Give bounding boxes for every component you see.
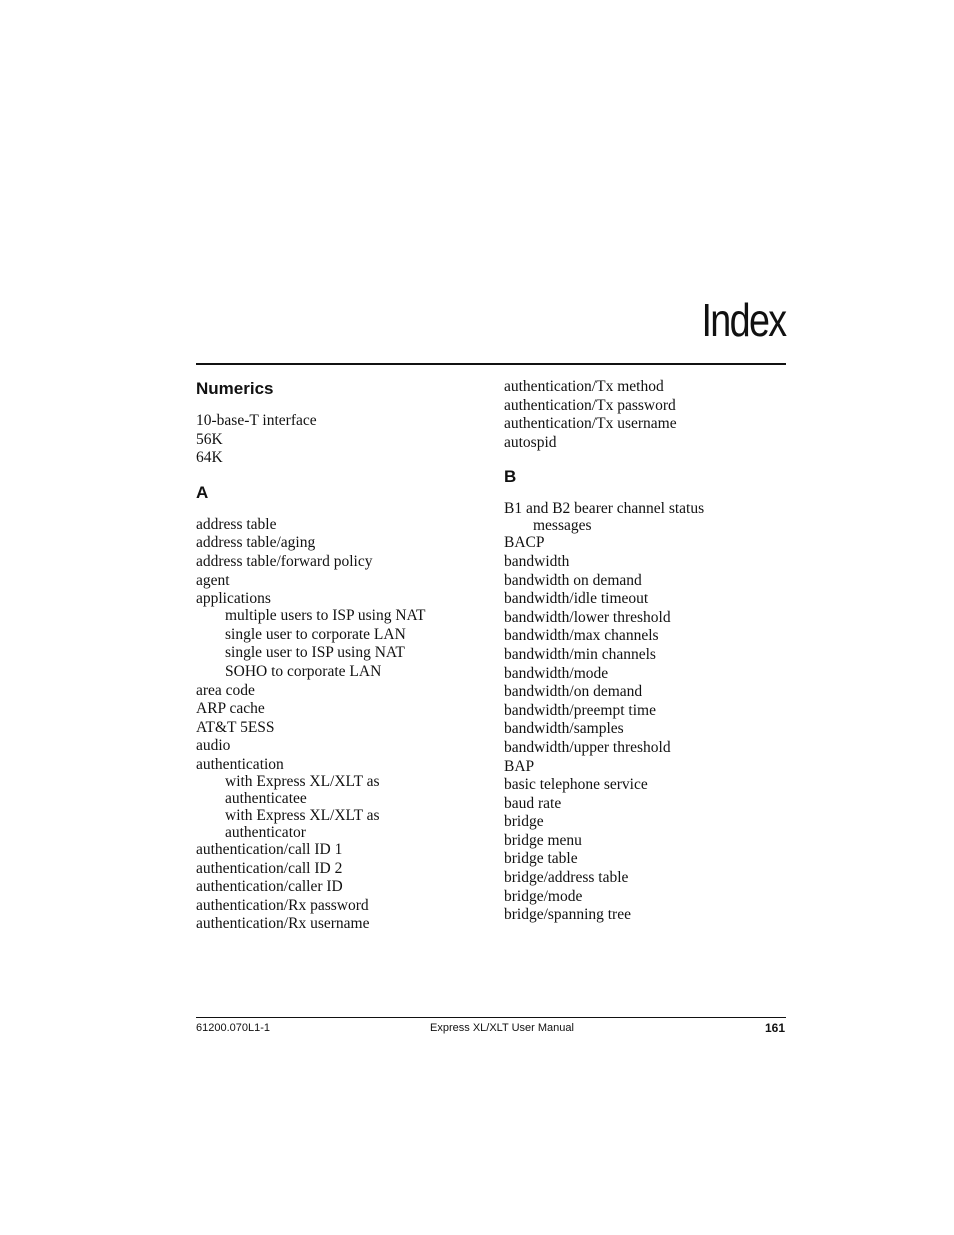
section-heading-b: B — [504, 467, 517, 487]
index-entry: bridge table — [504, 850, 578, 868]
index-entry-continuation: messages — [533, 517, 592, 535]
index-entry: address table — [196, 515, 277, 533]
index-entry: bridge/address table — [504, 869, 629, 887]
index-entry: bandwidth/on demand — [504, 683, 643, 701]
index-subentry: single user to corporate LAN — [225, 625, 406, 643]
index-entry: bandwidth/upper threshold — [504, 738, 671, 756]
index-column-right — [504, 378, 804, 925]
a-entries — [196, 516, 496, 934]
index-entry: authentication/call ID 1 — [196, 840, 343, 858]
index-entry: authentication/Tx password — [504, 396, 676, 414]
index-entry: 64K — [196, 449, 223, 467]
footer-divider — [196, 1017, 786, 1018]
index-subentry: with Express XL/XLT as — [225, 772, 380, 790]
index-entry: address table/aging — [196, 534, 316, 552]
index-entry: address table/forward policy — [196, 552, 373, 570]
b-entries — [504, 500, 804, 924]
index-entry: bandwidth — [504, 552, 570, 570]
index-entry: bandwidth/samples — [504, 720, 624, 738]
section-heading-a: A — [196, 482, 209, 502]
index-entry: authentication/call ID 2 — [196, 859, 343, 877]
page-title: Index — [701, 294, 786, 346]
a-continued-entries — [504, 378, 804, 452]
index-entry: area code — [196, 681, 255, 699]
index-entry: BAP — [504, 757, 535, 775]
index-subentry: multiple users to ISP using NAT — [225, 607, 426, 625]
footer-manual-title: Express XL/XLT User Manual — [430, 1022, 574, 1034]
index-entry: BACP — [504, 534, 545, 552]
index-column-left — [196, 378, 496, 934]
index-entry: bandwidth/idle timeout — [504, 590, 649, 608]
index-entry: agent — [196, 571, 230, 589]
index-entry: authentication/caller ID — [196, 878, 343, 896]
index-subentry: single user to ISP using NAT — [225, 644, 405, 662]
index-entry: bandwidth/min channels — [504, 645, 656, 663]
index-subentry-continuation: authenticatee — [225, 789, 307, 807]
index-entry: baud rate — [504, 794, 562, 812]
index-entry: bridge/spanning tree — [504, 906, 631, 924]
index-subentry: with Express XL/XLT as — [225, 806, 380, 824]
title-divider — [196, 363, 786, 365]
index-entry: bandwidth/max channels — [504, 627, 659, 645]
index-entry: B1 and B2 bearer channel status — [504, 500, 705, 518]
index-entry: applications — [196, 590, 271, 608]
index-entry: authentication/Tx method — [504, 378, 664, 395]
index-entry: bandwidth on demand — [504, 571, 642, 589]
section-heading-numerics: Numerics — [196, 379, 274, 398]
index-entry: bandwidth/mode — [504, 664, 609, 682]
index-entry: audio — [196, 737, 231, 755]
index-entry: 56K — [196, 430, 223, 448]
index-entry: bandwidth/preempt time — [504, 701, 656, 719]
index-entry: authentication/Rx username — [196, 915, 370, 933]
index-entry: basic telephone service — [504, 776, 648, 794]
index-entry: authentication/Rx password — [196, 896, 369, 914]
index-entry: ARP cache — [196, 700, 265, 718]
footer-doc-number: 61200.070L1-1 — [196, 1022, 271, 1034]
index-entry: bridge/mode — [504, 887, 583, 905]
index-entry: authentication — [196, 755, 284, 773]
index-entry: 10-base-T interface — [196, 412, 317, 429]
index-subentry-continuation: authenticator — [225, 823, 306, 841]
index-entry: authentication/Tx username — [504, 415, 677, 433]
numerics-entries — [196, 412, 496, 468]
index-entry: autospid — [504, 433, 557, 451]
index-entry: bandwidth/lower threshold — [504, 608, 671, 626]
index-entry: bridge — [504, 813, 544, 831]
index-entry: bridge menu — [504, 831, 582, 849]
index-entry: AT&T 5ESS — [196, 718, 275, 736]
index-subentry: SOHO to corporate LAN — [225, 662, 382, 680]
footer-page-number: 161 — [764, 1021, 785, 1035]
